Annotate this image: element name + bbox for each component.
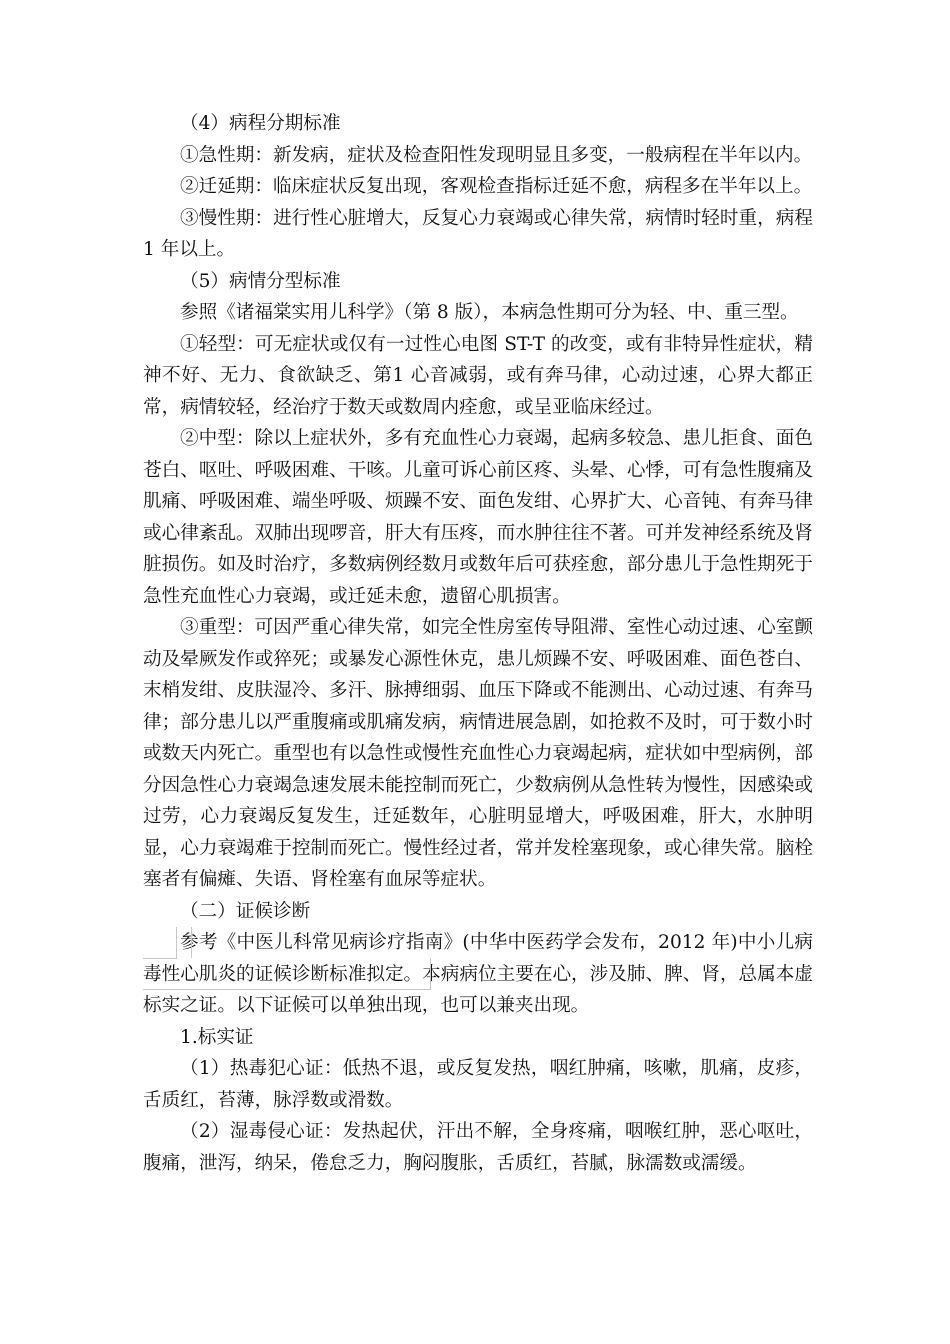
paragraph-heat-toxin-syndrome: （1）热毒犯心证：低热不退，或反复发热，咽红肿痛，咳嗽，肌痛，皮疹，舌质红，苔薄，脉浮数或滑数。 <box>143 1058 813 1111</box>
revision-marker-line <box>191 927 192 958</box>
paragraph-damp-toxin-syndrome: （2）湿毒侵心证：发热起伏，汗出不解，全身疼痛，咽喉红肿，恶心呕吐，腹痛，泄泻，纳呆，倦怠乏力，胸闷腹胀，舌质红，苔腻，脉濡数或濡缓。 <box>143 1121 813 1174</box>
paragraph-severe-type: ③重型：可因严重心律失常，如完全性房室传导阻滞、室性心动过速、心室颤动及晕厥发作或猝死；或暴发心源性休克，患儿烦躁不安、呼吸困难、面色苍白、末梢发绀、皮肤湿冷、多汗、脉搏细弱、血压下降或不能测出、心动过速、有奔马律；部分患儿以严重腹痛或肌痛发病，病情进展急剧，如抢救不及时，可于数小时或数天内死亡。重型也有以急性或慢性充血性心力衰竭起病，症状如中型病例，部分因急性心力衰竭急速发展未能控制而死亡，少数病例从急性转为慢性，因感染或过劳，心力衰竭反复发生，迁延数年，心脏明显增大，呼吸困难，肝大，水肿明显，心力衰竭难于控制而死亡。慢性经过者，常并发栓塞现象，或心律失常。脑栓塞者有偏瘫、失语、肾栓塞有血尿等症状。 <box>143 617 813 890</box>
revision-highlight-box <box>143 958 431 990</box>
paragraph-guideline-reference: 参考《中医儿科常见病诊疗指南》(中华中医药学会发布，2012 年)中小儿病毒性心肌炎的证候诊断标准拟定。本病病位主要在心，涉及肺、脾、肾，总属本虚标实之证。以下证候可以单独出现，也可以兼夹出现。 <box>143 932 813 1016</box>
paragraph-chronic-stage: ③慢性期：进行性心脏增大，反复心力衰竭或心律失常，病情时轻时重，病程 1 年以上。 <box>143 207 813 260</box>
paragraph-acute-stage: ①急性期：新发病，症状及检查阳性发现明显且多变，一般病程在半年以内。 <box>180 144 813 166</box>
paragraph-mild-type: ①轻型：可无症状或仅有一过性心电图 ST-T 的改变，或有非特异性症状，精神不好、无力、食欲缺乏、第1 心音减弱，或有奔马律，心动过速，心界大都正常，病情较轻，经治疗于数天或数周内痊愈，或呈亚临床经过。 <box>143 333 813 418</box>
document-body <box>143 108 813 1179</box>
heading-excess-syndrome: 1.标实证 <box>180 1026 254 1048</box>
heading-severity-type: （5）病情分型标准 <box>180 270 341 292</box>
heading-syndrome-diagnosis: （二）证候诊断 <box>180 900 311 922</box>
paragraph-moderate-type: ②中型：除以上症状外，多有充血性心力衰竭，起病多较急、患儿拒食、面色苍白、呕吐、呼吸困难、干咳。儿童可诉心前区疼、头晕、心悸，可有急性腹痛及肌痛、呼吸困难、端坐呼吸、烦躁不安、面色发绀、心界扩大、心音钝、有奔马律或心律紊乱。双肺出现啰音，肝大有压疼，而水肿往往不著。可并发神经系统及肾脏损伤。如及时治疗，多数病例经数月或数年后可获痊愈，部分患儿于急性期死于急性充血性心力衰竭，或迁延未愈，遗留心肌损害。 <box>143 428 813 607</box>
revision-marker <box>143 927 177 959</box>
paragraph-prolonged-stage: ②迁延期：临床症状反复出现，客观检查指标迁延不愈，病程多在半年以上。 <box>180 176 813 197</box>
paragraph-reference-textbook: 参照《诸福棠实用儿科学》（第 8 版），本病急性期可分为轻、中、重三型。 <box>180 302 799 323</box>
paragraph-guideline-reference-wrap <box>143 927 813 1022</box>
heading-disease-stage: （4）病程分期标准 <box>180 113 341 134</box>
